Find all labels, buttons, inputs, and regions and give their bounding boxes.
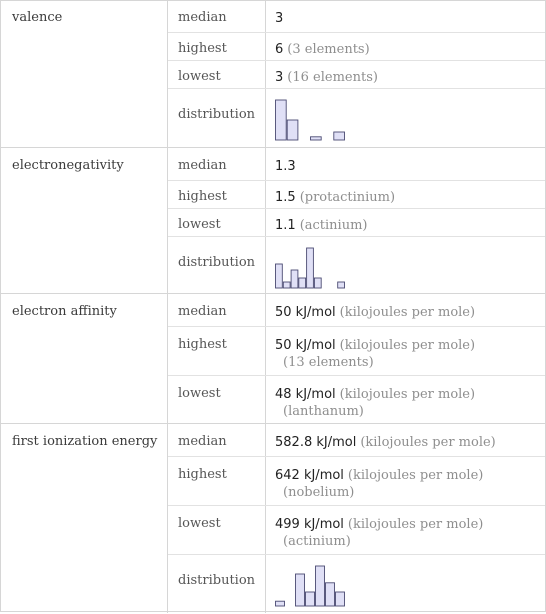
stat-row-median <box>168 148 546 180</box>
stat-label: highest <box>178 337 227 352</box>
stat-value: 582.8 kJ/mol <box>275 435 357 450</box>
stat-note: (16 elements) <box>287 70 378 85</box>
stat-value: 1.3 <box>275 159 296 174</box>
property-section <box>0 0 546 147</box>
stat-row-highest <box>168 326 546 376</box>
stat-note: (protactinium) <box>299 190 396 205</box>
histogram-bar <box>291 270 298 288</box>
stat-row-distribution <box>168 88 546 148</box>
stat-label: lowest <box>178 69 221 84</box>
property-name: first ionization energy <box>12 434 158 449</box>
stat-value-cell <box>275 467 540 501</box>
stat-row-lowest <box>168 60 546 89</box>
stat-value-cell <box>275 158 540 175</box>
stat-value-cell <box>275 516 540 550</box>
histogram-bar <box>296 574 305 606</box>
stat-row-lowest <box>168 208 546 237</box>
stat-value: 3 <box>275 70 284 85</box>
property-section <box>0 423 546 613</box>
stat-row-lowest <box>168 505 546 555</box>
stat-row-highest <box>168 456 546 506</box>
histogram-bar <box>276 264 283 288</box>
stat-note-secondary: (13 elements) <box>283 355 374 370</box>
stat-note: (kilojoules per mole) <box>339 338 476 353</box>
histogram-bar <box>314 278 321 288</box>
stat-note: (kilojoules per mole) <box>339 387 476 402</box>
stat-note-secondary: (lanthanum) <box>283 404 364 419</box>
histogram-bar <box>276 100 287 140</box>
property-section <box>0 147 546 294</box>
stat-row-highest <box>168 32 546 61</box>
stat-row-lowest <box>168 375 546 425</box>
stat-note: (3 elements) <box>287 42 370 57</box>
property-name: electronegativity <box>12 158 124 173</box>
stat-row-distribution <box>168 554 546 614</box>
stat-label: distribution <box>178 255 256 270</box>
stat-note: (kilojoules per mole) <box>347 468 484 483</box>
stat-label: median <box>178 158 227 173</box>
histogram-bar <box>276 601 285 606</box>
stat-note: (kilojoules per mole) <box>347 517 484 532</box>
stat-value-cell <box>275 69 540 86</box>
stat-label: lowest <box>178 516 221 531</box>
stat-label: distribution <box>178 107 256 122</box>
stat-label: highest <box>178 41 227 56</box>
stat-note: (kilojoules per mole) <box>339 305 476 320</box>
property-name: valence <box>12 10 63 25</box>
stat-note-secondary: (actinium) <box>283 534 351 549</box>
histogram-bar <box>336 592 345 606</box>
stat-value: 6 <box>275 42 284 57</box>
distribution-histogram <box>275 247 345 289</box>
histogram-bar <box>311 137 322 140</box>
histogram-bar <box>334 132 345 140</box>
stat-row-distribution <box>168 236 546 295</box>
histogram-bar <box>283 282 290 288</box>
stat-label: lowest <box>178 217 221 232</box>
stat-label: lowest <box>178 386 221 401</box>
histogram-bar <box>326 583 335 606</box>
stat-value-cell <box>275 41 540 58</box>
stat-note: (actinium) <box>299 218 368 233</box>
stat-row-median <box>168 0 546 32</box>
property-section <box>0 293 546 424</box>
stat-label: highest <box>178 189 227 204</box>
stat-value: 1.1 <box>275 218 296 233</box>
stat-label: median <box>178 10 227 25</box>
stat-value: 1.5 <box>275 190 296 205</box>
stat-value: 48 kJ/mol <box>275 387 336 402</box>
distribution-histogram <box>275 99 345 141</box>
stat-value: 50 kJ/mol <box>275 305 336 320</box>
histogram-bar <box>299 278 306 288</box>
histogram-bar <box>316 566 325 606</box>
stat-row-median <box>168 294 546 326</box>
stat-label: median <box>178 304 227 319</box>
stat-value-cell <box>275 304 540 321</box>
property-name: electron affinity <box>12 304 117 319</box>
stat-value-cell <box>275 337 540 371</box>
stat-label: highest <box>178 467 227 482</box>
stat-value: 499 kJ/mol <box>275 517 344 532</box>
stat-value: 3 <box>275 11 284 26</box>
stat-value-cell <box>275 434 540 451</box>
distribution-histogram <box>275 565 345 607</box>
stat-row-median <box>168 424 546 456</box>
stat-value-cell <box>275 386 540 420</box>
stat-value-cell <box>275 189 540 206</box>
stat-row-highest <box>168 180 546 209</box>
stat-value-cell <box>275 217 540 234</box>
stat-label: distribution <box>178 573 256 588</box>
stat-value: 50 kJ/mol <box>275 338 336 353</box>
histogram-bar <box>307 248 314 288</box>
stat-value: 642 kJ/mol <box>275 468 344 483</box>
stat-note-secondary: (nobelium) <box>283 485 355 500</box>
histogram-bar <box>306 592 315 606</box>
stat-note: (kilojoules per mole) <box>360 435 496 450</box>
histogram-bar <box>338 282 345 288</box>
stat-value-cell <box>275 10 540 27</box>
stat-label: median <box>178 434 227 449</box>
histogram-bar <box>287 120 298 140</box>
